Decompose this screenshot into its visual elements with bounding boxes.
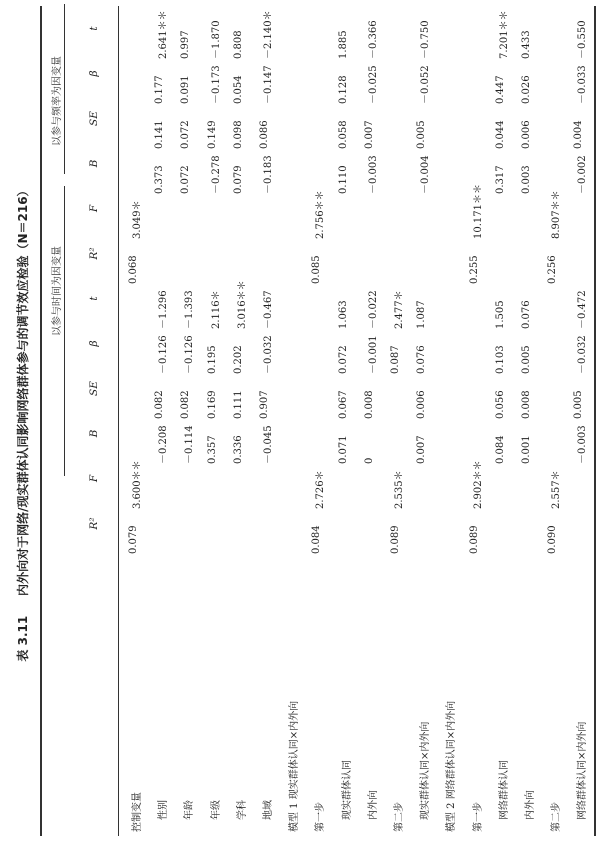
table-cell: 0.084 <box>494 435 506 464</box>
table-cell: 0.072 <box>180 165 192 194</box>
row-label: 年级 <box>210 800 222 820</box>
table-cell: －0.045 <box>263 425 274 464</box>
table-cell: 0.336 <box>232 435 244 464</box>
table-cell: 0.149 <box>206 120 218 149</box>
table-cell: 0.091 <box>180 75 192 104</box>
column-header: R² <box>88 247 100 260</box>
table-cell: 0.079 <box>128 525 139 554</box>
column-header: B <box>88 429 100 438</box>
table-cell: 7.201＊＊ <box>498 10 510 59</box>
table-cell: －0.003 <box>367 155 379 194</box>
row-label: 地域 <box>263 800 274 820</box>
row-label: 第二步 <box>551 802 563 832</box>
table-cell: 1.885 <box>337 30 349 59</box>
table-cell: 1.063 <box>337 300 349 329</box>
table-cell: 0.128 <box>337 75 349 104</box>
table-cell: 0.089 <box>390 525 401 554</box>
table-cell: 0.005 <box>521 345 532 374</box>
table-cell: －0.032 <box>263 335 274 374</box>
table-cell: 0.058 <box>337 120 349 149</box>
table-cell: 0.072 <box>337 345 349 374</box>
table-cell: 0.026 <box>521 75 532 104</box>
table-cell: 0.006 <box>521 120 532 149</box>
header-rule <box>118 6 119 836</box>
table-cell: 0.071 <box>337 435 349 464</box>
table-cell: －1.296 <box>158 290 170 329</box>
table-cell: 0.089 <box>468 525 480 554</box>
table-cell: 0.008 <box>521 390 532 419</box>
table-cell: 0.005 <box>416 120 428 149</box>
table-cell: 0.008 <box>363 390 375 419</box>
table-cell: －0.025 <box>367 65 379 104</box>
table-cell: 0.103 <box>494 345 506 374</box>
row-label: 控制变量 <box>132 792 143 832</box>
table-cell: －0.126 <box>184 335 196 374</box>
row-label: 内外向 <box>367 790 379 820</box>
table-cell: 0.195 <box>206 345 218 374</box>
table-cell: 0.079 <box>232 165 244 194</box>
table-cell: 2.557＊ <box>551 470 563 509</box>
table-cell: －0.550 <box>577 20 589 59</box>
row-label: 性别 <box>158 800 170 820</box>
table-cell: 0.256 <box>547 255 559 284</box>
row-label: 模型 2 网络群体认同×内外向 <box>446 700 458 832</box>
column-header: F <box>88 474 100 483</box>
table-cell: 0.044 <box>494 120 506 149</box>
table-cell: －0.126 <box>158 335 170 374</box>
table-cell: 0.004 <box>573 120 585 149</box>
table-cell: 0.255 <box>468 255 480 284</box>
table-cell: 0.007 <box>416 435 428 464</box>
table-cell: 2.477＊ <box>394 290 405 329</box>
table-cell: 0.202 <box>232 345 244 374</box>
table-cell: 0.110 <box>337 165 349 194</box>
row-label: 第一步 <box>315 802 327 832</box>
table-cell: －0.114 <box>184 425 196 464</box>
table-cell: －0.032 <box>577 335 589 374</box>
table-cell: 1.505 <box>494 300 506 329</box>
column-header: B <box>88 159 100 168</box>
column-header: SE <box>88 381 100 396</box>
table-cell: －0.750 <box>420 20 432 59</box>
table-cell: 0.076 <box>416 345 428 374</box>
table-cell: 8.907＊＊ <box>551 190 563 239</box>
table-cell: 0.141 <box>154 120 166 149</box>
row-label: 网络群体认同×内外向 <box>577 721 589 820</box>
table-cell: 0.447 <box>494 75 506 104</box>
table-cell: 0.090 <box>547 525 559 554</box>
table-cell: 0.087 <box>390 345 401 374</box>
group-rule-frequency <box>64 4 65 174</box>
table-cell: －0.033 <box>577 65 589 104</box>
table-cell: －0.467 <box>263 290 274 329</box>
table-cell: 0.086 <box>259 120 270 149</box>
table-cell: －0.208 <box>158 425 170 464</box>
table-cell: 10.171＊＊ <box>472 184 484 239</box>
table-cell: 0 <box>363 457 375 464</box>
table-cell: －1.393 <box>184 290 196 329</box>
table-cell: 0.006 <box>416 390 428 419</box>
table-cell: 0.072 <box>180 120 192 149</box>
table-cell: 0.084 <box>311 525 323 554</box>
table-cell: 0.085 <box>311 255 323 284</box>
table-cell: 3.049＊ <box>132 200 143 239</box>
table-cell: －0.183 <box>263 155 274 194</box>
table-cell: 0.082 <box>154 390 166 419</box>
table-cell: 0.177 <box>154 75 166 104</box>
table-cell: 1.087 <box>416 300 428 329</box>
group-header-frequency: 以参与频率为因变量 <box>52 56 63 146</box>
table-cell: 2.902＊＊ <box>472 460 484 509</box>
row-label: 网络群体认同 <box>498 760 510 820</box>
table-cell: 0.001 <box>521 435 532 464</box>
row-label: 第一步 <box>472 802 484 832</box>
table-cell: 0.005 <box>573 390 585 419</box>
table-cell: 0.003 <box>521 165 532 194</box>
table-cell: 0.082 <box>180 390 192 419</box>
table-cell: 0.997 <box>180 30 192 59</box>
table-title: 内外向对于网络/现实群体认同影响网络群体参与的调节效应检验（N＝216） <box>16 184 30 596</box>
row-label: 第二步 <box>394 802 405 832</box>
column-header: t <box>88 26 100 31</box>
table-cell: 0.907 <box>259 390 270 419</box>
row-label: 模型 1 现实群体认同×内外向 <box>289 700 301 832</box>
table-cell: 0.076 <box>521 300 532 329</box>
table-cell: 2.641＊＊ <box>158 10 170 59</box>
table-cell: －0.004 <box>420 155 432 194</box>
table-cell: 2.756＊＊ <box>315 190 327 239</box>
table-cell: 0.111 <box>232 390 244 419</box>
table-cell: 0.808 <box>232 30 244 59</box>
row-label: 内外向 <box>525 790 536 820</box>
table-cell: －0.022 <box>367 290 379 329</box>
row-label: 学科 <box>236 800 248 820</box>
table-cell: －0.278 <box>210 155 222 194</box>
column-header: SE <box>88 111 100 126</box>
table-cell: 0.317 <box>494 165 506 194</box>
table-cell: 0.067 <box>337 390 349 419</box>
table-cell: 0.007 <box>363 120 375 149</box>
table-cell: 0.054 <box>232 75 244 104</box>
table-number: 表 3.11 <box>16 615 30 662</box>
table-cell: －1.870 <box>210 20 222 59</box>
table-cell: 0.433 <box>521 30 532 59</box>
table-cell: －0.052 <box>420 65 432 104</box>
row-label: 现实群体认同×内外向 <box>420 721 432 820</box>
table-cell: －0.472 <box>577 290 589 329</box>
table-cell: 2.535＊ <box>394 470 405 509</box>
group-rule-time <box>64 186 65 476</box>
table-cell: －0.147 <box>263 65 274 104</box>
table-cell: －0.002 <box>577 155 589 194</box>
table-cell: 0.098 <box>232 120 244 149</box>
table-cell: 3.600＊＊ <box>132 460 143 509</box>
table-cell: 0.373 <box>154 165 166 194</box>
column-header: β <box>88 340 100 347</box>
table-cell: 2.726＊ <box>315 470 327 509</box>
group-header-time: 以参与时间为因变量 <box>52 246 63 336</box>
table-cell: －2.140＊ <box>263 10 274 59</box>
table-cell: －0.003 <box>577 425 589 464</box>
top-rule <box>40 6 42 836</box>
table-caption <box>14 0 31 846</box>
table-cell: －0.001 <box>367 335 379 374</box>
row-label: 现实群体认同 <box>341 760 353 820</box>
table-cell: －0.173 <box>210 65 222 104</box>
table-cell: 0.056 <box>494 390 506 419</box>
column-header: F <box>88 204 100 213</box>
table-cell: －0.366 <box>367 20 379 59</box>
column-header: t <box>88 296 100 301</box>
table-cell: 0.357 <box>206 435 218 464</box>
column-header: β <box>88 70 100 77</box>
row-label: 年龄 <box>184 800 196 820</box>
table-cell: 0.169 <box>206 390 218 419</box>
bottom-rule <box>594 6 596 836</box>
table-cell: 3.016＊＊ <box>236 280 248 329</box>
column-header: R² <box>88 517 100 530</box>
table-cell: 0.068 <box>128 255 139 284</box>
table-cell: 2.116＊ <box>210 290 222 329</box>
